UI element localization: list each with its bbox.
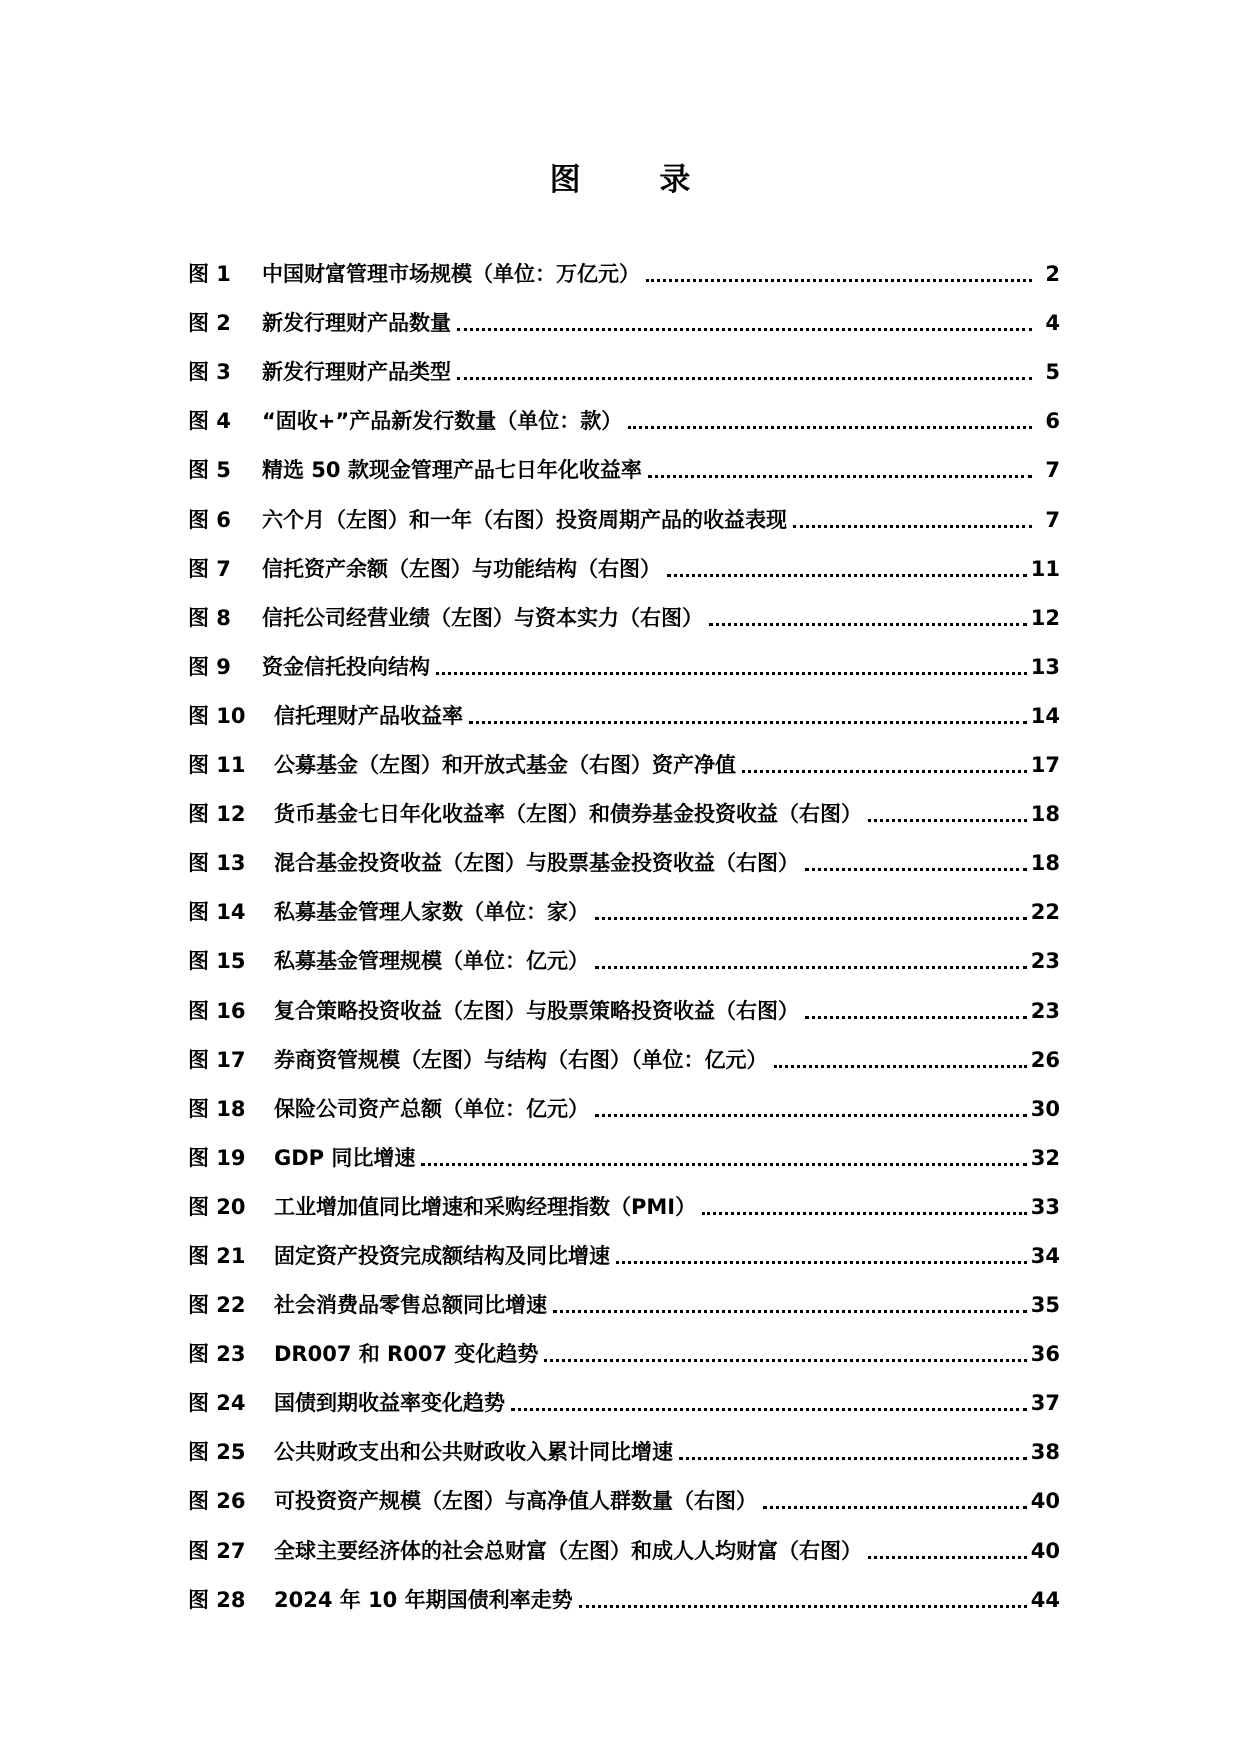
page-number: 5: [1045, 360, 1060, 385]
page-number: 34: [1030, 1243, 1060, 1268]
figure-title: 保险公司资产总额（单位：亿元）: [274, 1096, 589, 1121]
page-number: 17: [1030, 753, 1060, 778]
dot-leader: [579, 1605, 1027, 1608]
figure-number: 图 24: [188, 1391, 246, 1416]
figure-number: 图 11: [188, 753, 246, 778]
toc-entry[interactable]: [188, 1122, 1060, 1171]
page-number: 14: [1030, 703, 1060, 728]
toc-entry[interactable]: [188, 925, 1060, 974]
figure-title: 新发行理财产品类型: [262, 360, 451, 385]
dot-leader: [628, 426, 1032, 429]
page-number: 7: [1045, 458, 1060, 483]
page-number: 37: [1030, 1391, 1060, 1416]
page-number: 4: [1045, 311, 1060, 336]
figure-number: 图 15: [188, 949, 246, 974]
figure-number: 图 21: [188, 1243, 246, 1268]
page-number: 11: [1030, 556, 1060, 581]
toc-entry[interactable]: [188, 533, 1060, 582]
figure-title: 信托资产余额（左图）与功能结构（右图）: [262, 556, 661, 581]
figure-title: 信托公司经营业绩（左图）与资本实力（右图）: [262, 605, 703, 630]
dot-leader: [457, 377, 1032, 380]
dot-leader: [868, 819, 1027, 822]
figure-title: 公募基金（左图）和开放式基金（右图）资产净值: [274, 753, 736, 778]
dot-leader: [763, 1506, 1027, 1509]
page-number: 23: [1030, 949, 1060, 974]
figure-title: 社会消费品零售总额同比增速: [274, 1293, 547, 1318]
toc-entry[interactable]: [188, 1073, 1060, 1122]
figure-title: 私募基金管理人家数（单位：家）: [274, 900, 589, 925]
dot-leader: [793, 525, 1032, 528]
page-number: 44: [1030, 1587, 1060, 1612]
toc-entry[interactable]: [188, 1367, 1060, 1416]
figure-title: 新发行理财产品数量: [262, 311, 451, 336]
page-number: 22: [1030, 900, 1060, 925]
figure-title: GDP 同比增速: [274, 1145, 416, 1170]
figure-list: [188, 238, 1060, 1613]
figure-number: 图 1: [188, 262, 231, 287]
figure-title: 公共财政支出和公共财政收入累计同比增速: [274, 1440, 673, 1465]
figure-title: 混合基金投资收益（左图）与股票基金投资收益（右图）: [274, 851, 799, 876]
figure-title: 固定资产投资完成额结构及同比增速: [274, 1243, 610, 1268]
toc-entry[interactable]: [188, 974, 1060, 1023]
figure-title: 中国财富管理市场规模（单位：万亿元）: [262, 262, 640, 287]
page-number: 7: [1045, 507, 1060, 532]
dot-leader: [616, 1261, 1027, 1264]
dot-leader: [511, 1408, 1027, 1411]
figure-title: 全球主要经济体的社会总财富（左图）和成人人均财富（右图）: [274, 1538, 862, 1563]
figure-number: 图 4: [188, 409, 231, 434]
figure-number: 图 3: [188, 360, 231, 385]
page-number: 23: [1030, 998, 1060, 1023]
dot-leader: [805, 1016, 1027, 1019]
dot-leader: [457, 328, 1032, 331]
figure-number: 图 28: [188, 1587, 246, 1612]
page-number: 26: [1030, 1047, 1060, 1072]
toc-entry[interactable]: [188, 385, 1060, 434]
dot-leader: [421, 1163, 1026, 1166]
figure-title: 可投资资产规模（左图）与高净值人群数量（右图）: [274, 1489, 757, 1514]
figure-title: 资金信托投向结构: [262, 654, 430, 679]
page-number: 30: [1030, 1096, 1060, 1121]
figure-number: 图 26: [188, 1489, 246, 1514]
dot-leader: [774, 1065, 1027, 1068]
page-number: 18: [1030, 851, 1060, 876]
dot-leader: [553, 1310, 1027, 1313]
toc-entry[interactable]: [188, 876, 1060, 925]
toc-entry[interactable]: [188, 1564, 1060, 1613]
toc-entry[interactable]: [188, 582, 1060, 631]
dot-leader: [702, 1212, 1027, 1215]
figure-number: 图 22: [188, 1293, 246, 1318]
dot-leader: [595, 1114, 1027, 1117]
dot-leader: [868, 1556, 1027, 1559]
page-number: 12: [1030, 605, 1060, 630]
toc-entry[interactable]: [188, 1318, 1060, 1367]
toc-entry[interactable]: [188, 336, 1060, 385]
figure-number: 图 10: [188, 703, 246, 728]
page-number: 13: [1030, 654, 1060, 679]
figure-number: 图 12: [188, 802, 246, 827]
toc-entry[interactable]: [188, 729, 1060, 778]
toc-entry[interactable]: [188, 1465, 1060, 1514]
figure-number: 图 20: [188, 1194, 246, 1219]
toc-entry[interactable]: [188, 287, 1060, 336]
toc-entry[interactable]: [188, 1514, 1060, 1563]
dot-leader: [709, 623, 1027, 626]
page-number: 2: [1045, 262, 1060, 287]
dot-leader: [544, 1359, 1026, 1362]
figure-title: 六个月（左图）和一年（右图）投资周期产品的收益表现: [262, 507, 787, 532]
page-number: 32: [1030, 1145, 1060, 1170]
toc-entry[interactable]: [188, 827, 1060, 876]
toc-entry[interactable]: [188, 238, 1060, 287]
dot-leader: [595, 966, 1027, 969]
dot-leader: [469, 721, 1027, 724]
toc-entry[interactable]: [188, 1416, 1060, 1465]
figure-title: 精选 50 款现金管理产品七日年化收益率: [262, 458, 642, 483]
page-number: 36: [1030, 1342, 1060, 1367]
figure-title: 券商资管规模（左图）与结构（右图）（单位：亿元）: [274, 1047, 768, 1072]
figure-number: 图 14: [188, 900, 246, 925]
toc-entry[interactable]: [188, 1024, 1060, 1073]
figure-title: 复合策略投资收益（左图）与股票策略投资收益（右图）: [274, 998, 799, 1023]
dot-leader: [436, 672, 1027, 675]
figure-number: 图 5: [188, 458, 231, 483]
figure-number: 图 8: [188, 605, 231, 630]
figure-title: 货币基金七日年化收益率（左图）和债券基金投资收益（右图）: [274, 802, 862, 827]
toc-entry[interactable]: [188, 778, 1060, 827]
page-number: 38: [1030, 1440, 1060, 1465]
page-number: 6: [1045, 409, 1060, 434]
page-number: 33: [1030, 1194, 1060, 1219]
figure-title: “固收+”产品新发行数量（单位：款）: [262, 409, 623, 434]
figure-number: 图 7: [188, 556, 231, 581]
figure-title: 工业增加值同比增速和采购经理指数（PMI）: [274, 1194, 697, 1219]
figure-number: 图 18: [188, 1096, 246, 1121]
page-number: 40: [1030, 1489, 1060, 1514]
figure-number: 图 19: [188, 1145, 246, 1170]
figure-title: 2024 年 10 年期国债利率走势: [274, 1587, 573, 1612]
page-number: 35: [1030, 1293, 1060, 1318]
dot-leader: [679, 1457, 1027, 1460]
figure-title: 信托理财产品收益率: [274, 703, 463, 728]
toc-entry[interactable]: [188, 1269, 1060, 1318]
toc-entry[interactable]: [188, 434, 1060, 483]
dot-leader: [595, 917, 1027, 920]
figure-number: 图 13: [188, 851, 246, 876]
toc-entry[interactable]: [188, 1171, 1060, 1220]
toc-entry[interactable]: [188, 631, 1060, 680]
figure-number: 图 25: [188, 1440, 246, 1465]
figure-number: 图 2: [188, 311, 231, 336]
dot-leader: [646, 279, 1032, 282]
toc-entry[interactable]: [188, 680, 1060, 729]
page-title: 图 录: [549, 162, 725, 198]
figure-title: 私募基金管理规模（单位：亿元）: [274, 949, 589, 974]
figure-number: 图 23: [188, 1342, 246, 1367]
page-number: 40: [1030, 1538, 1060, 1563]
figure-title: DR007 和 R007 变化趋势: [274, 1342, 539, 1367]
dot-leader: [648, 475, 1032, 478]
toc-entry[interactable]: [188, 483, 1060, 532]
figure-number: 图 27: [188, 1538, 246, 1563]
page-number: 18: [1030, 802, 1060, 827]
figure-number: 图 17: [188, 1047, 246, 1072]
dot-leader: [667, 574, 1027, 577]
dot-leader: [805, 868, 1027, 871]
figure-number: 图 9: [188, 654, 231, 679]
figure-number: 图 6: [188, 507, 231, 532]
toc-entry[interactable]: [188, 1220, 1060, 1269]
figure-title: 国债到期收益率变化趋势: [274, 1391, 505, 1416]
figure-number: 图 16: [188, 998, 246, 1023]
dot-leader: [742, 770, 1027, 773]
